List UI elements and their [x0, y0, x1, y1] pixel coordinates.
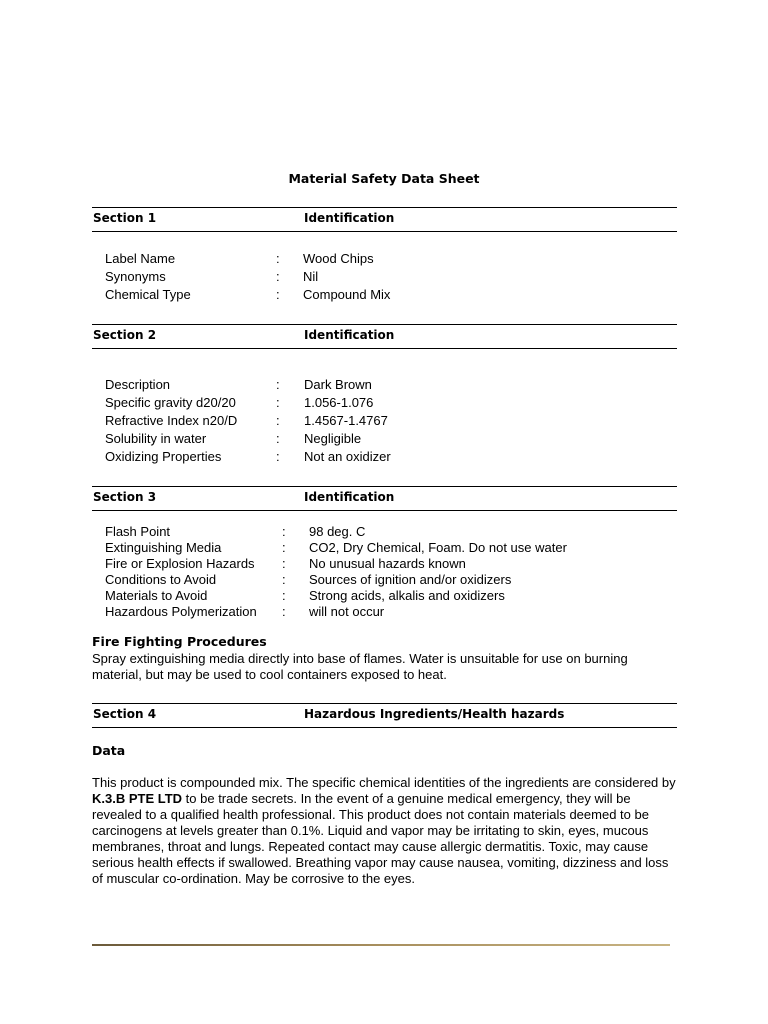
section-2-header: [92, 324, 677, 349]
field-value: will not occur: [309, 604, 385, 619]
field-separator: :: [276, 377, 280, 392]
document-title: Material Safety Data Sheet: [288, 171, 480, 186]
footer-divider: [92, 944, 670, 946]
field-label: Flash Point: [105, 524, 171, 539]
field-label: Chemical Type: [105, 287, 191, 302]
field-value: Dark Brown: [304, 377, 372, 392]
fire-fighting-heading: Fire Fighting Procedures: [92, 634, 267, 649]
field-separator: :: [276, 251, 280, 266]
company-name: K.3.B PTE LTD: [92, 791, 183, 806]
field-value: Compound Mix: [303, 287, 391, 302]
section-title: Identification: [304, 328, 395, 342]
field-label: Label Name: [105, 251, 176, 266]
section-title: Hazardous Ingredients/Health hazards: [304, 707, 565, 721]
field-separator: :: [282, 588, 286, 603]
field-separator: :: [282, 556, 286, 571]
field-label: Solubility in water: [105, 431, 207, 446]
paragraph-text: to be trade secrets. In the event of a genuine medical emergency, they will be revealed to a qualified health professional. This product does not contain materials deemed to be carcinogens at levels greater than 0.1%. Liquid and vapor may be irritating to skin, eyes, mucous membranes, throat and lungs. Repeated contact may cause allergic dermatitis. Toxic, may cause serious health effects if swallowed. Breathing vapor may cause nausea, vomiting, dizziness and loss of muscular co-ordination. May be corrosive to the eyes.: [92, 791, 669, 886]
field-separator: :: [276, 287, 280, 302]
health-hazards-paragraph: [92, 775, 680, 887]
field-row: [105, 604, 685, 620]
field-label: Oxidizing Properties: [105, 449, 222, 464]
field-value: Wood Chips: [303, 251, 374, 266]
field-label: Fire or Explosion Hazards: [105, 556, 255, 571]
section-number: Section 2: [93, 328, 157, 342]
field-value: 1.4567-1.4767: [304, 413, 388, 428]
section-number: Section 4: [93, 707, 157, 721]
section-number: Section 1: [93, 211, 157, 225]
field-value: Nil: [303, 269, 319, 284]
field-separator: :: [282, 524, 286, 539]
field-label: Hazardous Polymerization: [105, 604, 257, 619]
field-separator: :: [282, 572, 286, 587]
field-value: No unusual hazards known: [309, 556, 466, 571]
field-separator: :: [276, 395, 280, 410]
fire-fighting-paragraph: Spray extinguishing media directly into base of flames. Water is unsuitable for use on burning material, but may be used to cool containers exposed to heat.: [92, 651, 628, 682]
field-label: Extinguishing Media: [105, 540, 222, 555]
field-value: CO2, Dry Chemical, Foam. Do not use water: [309, 540, 567, 555]
section-4-header: [92, 703, 677, 728]
field-label: Refractive Index n20/D: [105, 413, 238, 428]
paragraph-text: This product is compounded mix. The specific chemical identities of the ingredients are considered by: [92, 775, 676, 790]
field-value: Strong acids, alkalis and oxidizers: [309, 588, 505, 603]
section-title: Identification: [304, 490, 395, 504]
field-row: [105, 588, 685, 604]
field-row: [105, 287, 685, 305]
field-separator: :: [276, 269, 280, 284]
field-row: [105, 269, 685, 287]
field-value: Not an oxidizer: [304, 449, 391, 464]
data-heading: Data: [92, 743, 126, 758]
section-1-header: [92, 207, 677, 232]
field-label: Specific gravity d20/20: [105, 395, 236, 410]
field-value: 1.056-1.076: [304, 395, 374, 410]
section-3-header: [92, 486, 677, 511]
field-row: [105, 395, 685, 413]
field-separator: :: [276, 449, 280, 464]
field-row: [105, 524, 685, 540]
field-value: 98 deg. C: [309, 524, 366, 539]
field-value: Negligible: [304, 431, 362, 446]
field-row: [105, 556, 685, 572]
section-1-fields: [105, 251, 685, 305]
field-row: [105, 449, 685, 467]
field-row: [105, 540, 685, 556]
field-row: [105, 377, 685, 395]
field-label: Conditions to Avoid: [105, 572, 217, 587]
field-separator: :: [276, 431, 280, 446]
section-title: Identification: [304, 211, 395, 225]
field-label: Materials to Avoid: [105, 588, 208, 603]
field-value: Sources of ignition and/or oxidizers: [309, 572, 512, 587]
field-label: Description: [105, 377, 171, 392]
section-number: Section 3: [93, 490, 157, 504]
field-row: [105, 251, 685, 269]
field-separator: :: [276, 413, 280, 428]
section-3-fields: [105, 524, 685, 620]
field-row: [105, 431, 685, 449]
field-label: Synonyms: [105, 269, 166, 284]
field-separator: :: [282, 604, 286, 619]
field-separator: :: [282, 540, 286, 555]
section-2-fields: [105, 377, 685, 467]
field-row: [105, 572, 685, 588]
field-row: [105, 413, 685, 431]
